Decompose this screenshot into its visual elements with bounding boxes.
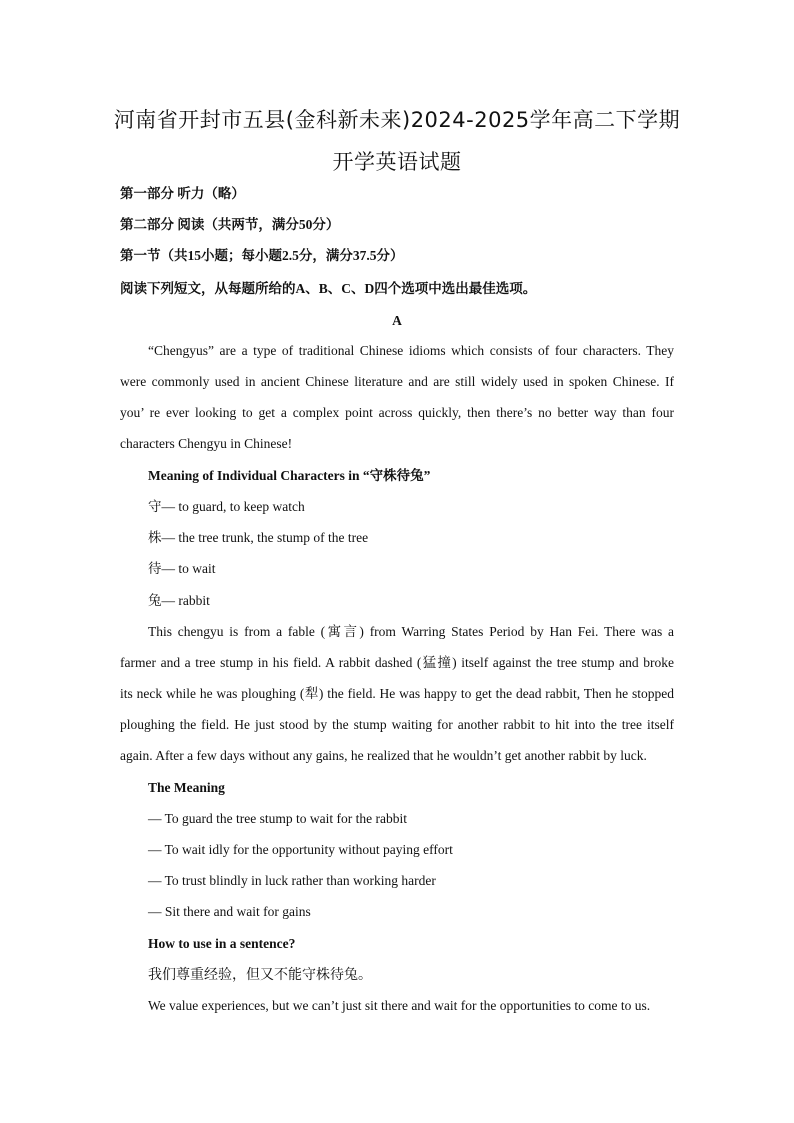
story-line: farmer and a tree stump in his field. A rabbit dashed (猛撞) itself against the tree stump and broke	[120, 655, 674, 670]
document-title-line-2: 开学英语试题	[332, 150, 462, 174]
character-item: 守— to guard, to keep watch	[148, 499, 305, 514]
meaning-heading: The Meaning	[148, 780, 225, 795]
usage-heading: How to use in a sentence?	[148, 936, 296, 951]
story-line: ploughing the field. He just stood by the stump waiting for another rabbit to hit into the tree itself	[120, 717, 674, 732]
intro-line: you’ re ever looking to get a complex point across quickly, then there’s no better way than four	[120, 405, 674, 420]
passage-label: A	[392, 313, 402, 328]
intro-line: “Chengyus” are a type of traditional Chinese idioms which consists of four characters. They	[148, 343, 674, 358]
intro-line: were commonly used in ancient Chinese literature and are still widely used in spoken Chinese. If	[120, 374, 674, 389]
document-title-line-1: 河南省开封市五县(金科新未来)2024-2025学年高二下学期	[113, 108, 681, 132]
meaning-item: — To guard the tree stump to wait for the rabbit	[148, 811, 407, 826]
part1-heading: 第一部分 听力（略）	[120, 186, 245, 201]
meaning-item: — To wait idly for the opportunity without paying effort	[148, 842, 453, 857]
meaning-item: — Sit there and wait for gains	[148, 904, 311, 919]
story-line: its neck while he was ploughing (犁) the field. He was happy to get the dead rabbit, Then he stopped	[120, 686, 674, 701]
characters-heading: Meaning of Individual Characters in “守株待兔”	[148, 468, 431, 483]
character-item: 兔— rabbit	[148, 593, 210, 608]
part2-heading: 第二部分 阅读（共两节，满分50分）	[120, 217, 340, 232]
instruction-text: 阅读下列短文，从每题所给的A、B、C、D四个选项中选出最佳选项。	[120, 281, 537, 296]
usage-chinese-sentence: 我们尊重经验，但又不能守株待兔。	[148, 967, 372, 983]
character-item: 株— the tree trunk, the stump of the tree	[148, 530, 369, 545]
usage-english-sentence: We value experiences, but we can’t just sit there and wait for the opportunities to come to us.	[148, 998, 651, 1013]
story-line: again. After a few days without any gains, he realized that he wouldn’t get another rabbit by luck.	[120, 748, 647, 763]
story-line: This chengyu is from a fable (寓言) from Warring States Period by Han Fei. There was a	[148, 624, 674, 639]
section1-heading: 第一节（共15小题；每小题2.5分，满分37.5分）	[120, 248, 404, 263]
intro-line: characters Chengyu in Chinese!	[120, 436, 293, 451]
meaning-item: — To trust blindly in luck rather than working harder	[148, 873, 436, 888]
character-item: 待— to wait	[148, 561, 216, 576]
